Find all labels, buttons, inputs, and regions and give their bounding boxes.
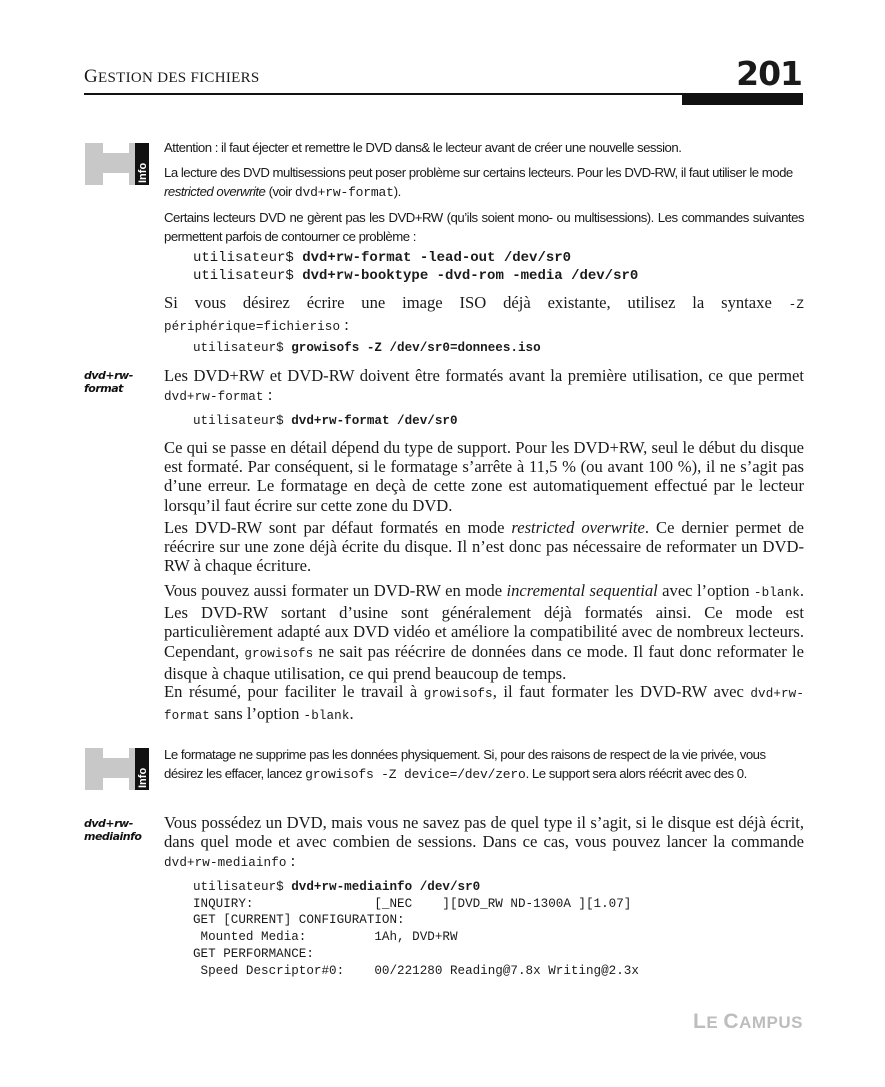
note-paragraph: La lecture des DVD multisessions peut poser problème sur certains lecteurs. Pour les DVD-RW, il faut utiliser le mode restricted overwrite (voir dvd+rw-format). (164, 165, 793, 200)
body-paragraph: En résumé, pour faciliter le travail à growisofs, il faut formater les DVD-RW avec dvd+rw-format sans l’option -blank. (164, 682, 804, 724)
body-paragraph: Les DVD+RW et DVD-RW doivent être formatés avant la première utilisation, ce que permet dvd+rw-format : (164, 366, 804, 405)
code-block: utilisateur$ dvd+rw-mediainfo /dev/sr0 INQUIRY: [_NEC ][DVD_RW ND-1300A ][1.07] GET [CURRENT] CONFIGURATION: Mounted Media: 1Ah, DVD+RW GET PERFORMANCE: Speed Descriptor#0: 00/221280 Reading@7.8x Writing@2.3x (193, 880, 639, 978)
code-output-line: INQUIRY: [_NEC ][DVD_RW ND-1300A ][1.07] (193, 896, 632, 911)
info-icon-label: Info (137, 162, 149, 183)
running-head: GESTION DES FICHIERS (84, 66, 260, 87)
margin-label-format: dvd+rw- format (84, 369, 133, 395)
publisher-logo: LE CAMPUS (693, 1010, 803, 1033)
page-number: 201 (736, 54, 802, 93)
info-note (164, 138, 804, 246)
code-output-line: GET [CURRENT] CONFIGURATION: (193, 913, 405, 928)
margin-label-mediainfo: dvd+rw- mediainfo (84, 817, 142, 843)
note-paragraph: Certains lecteurs DVD ne gèrent pas les DVD+RW (qu’ils soient mono- ou multisessions). Les commandes suivantes permettent parfois de contourner ce problème : (164, 210, 804, 244)
code-output-line: Speed Descriptor#0: 00/221280 Reading@7.8x Writing@2.3x (193, 963, 639, 978)
body-paragraph: Vous pouvez aussi formater un DVD-RW en mode incremental sequential avec l’option -blank. Les DVD-RW sortant d’usine sont généralement déjà formatés ainsi. Ce mode est particulièrement adapté aux DVD vidéo et améliore la compatibilité avec de nombreux lecteurs. Cependant, growisofs ne sait pas réécrire de données dans ce mode. Il faut donc reformater le disque à chaque utilisation, ce qui prend beaucoup de temps. (164, 581, 805, 683)
header-bar (682, 95, 803, 105)
body-paragraph: Les DVD-RW sont par défaut formatés en mode restricted overwrite. Ce dernier permet de réécrire sur une zone déjà écrite du disque. Il n’est donc pas nécessaire de reformater un DVD-RW à chaque écriture. (164, 518, 804, 576)
info-icon-label: Info (137, 767, 149, 788)
code-output-line: GET PERFORMANCE: (193, 946, 314, 961)
body-paragraph: Ce qui se passe en détail dépend du type de support. Pour les DVD+RW, seul le début du disque est formaté. Par conséquent, si le formatage s’arrête à 11,5 % (ou avant 100 %), il ne s’agit pas d’une erreur. Le formatage en deçà de cette zone est automatiquement effectué par le lecteur lorsqu’il faut écrire sur cette zone du DVD. (164, 438, 804, 515)
info-note: Le formatage ne supprime pas les données physiquement. Si, pour des raisons de respect de la vie privée, vous désirez les effacer, lancez growisofs -Z device=/dev/zero. Le support sera alors réécrit avec des 0. (164, 747, 766, 782)
code-block: utilisateur$ dvd+rw-format -lead-out /dev/sr0 utilisateur$ dvd+rw-booktype -dvd-rom -media /dev/sr0 (193, 250, 639, 284)
note-paragraph: Attention : il faut éjecter et remettre le DVD dans& le lecteur avant de créer une nouvelle session. (164, 140, 682, 155)
body-paragraph: Si vous désirez écrire une image ISO déjà existante, utilisez la syntaxe -Z périphérique=fichieriso : (164, 293, 804, 335)
body-paragraph: Vous possédez un DVD, mais vous ne savez pas de quel type il s’agit, si le disque est déjà écrit, dans quel mode et avec combien de sessions. Dans ce cas, vous pouvez lancer la commande dvd+rw-mediainfo : (164, 813, 804, 871)
code-line: utilisateur$ dvd+rw-format /dev/sr0 (193, 414, 458, 428)
info-icon (85, 748, 149, 790)
info-icon (85, 143, 149, 185)
code-line: utilisateur$ growisofs -Z /dev/sr0=donnees.iso (193, 341, 541, 355)
code-output-line: Mounted Media: 1Ah, DVD+RW (193, 930, 458, 945)
